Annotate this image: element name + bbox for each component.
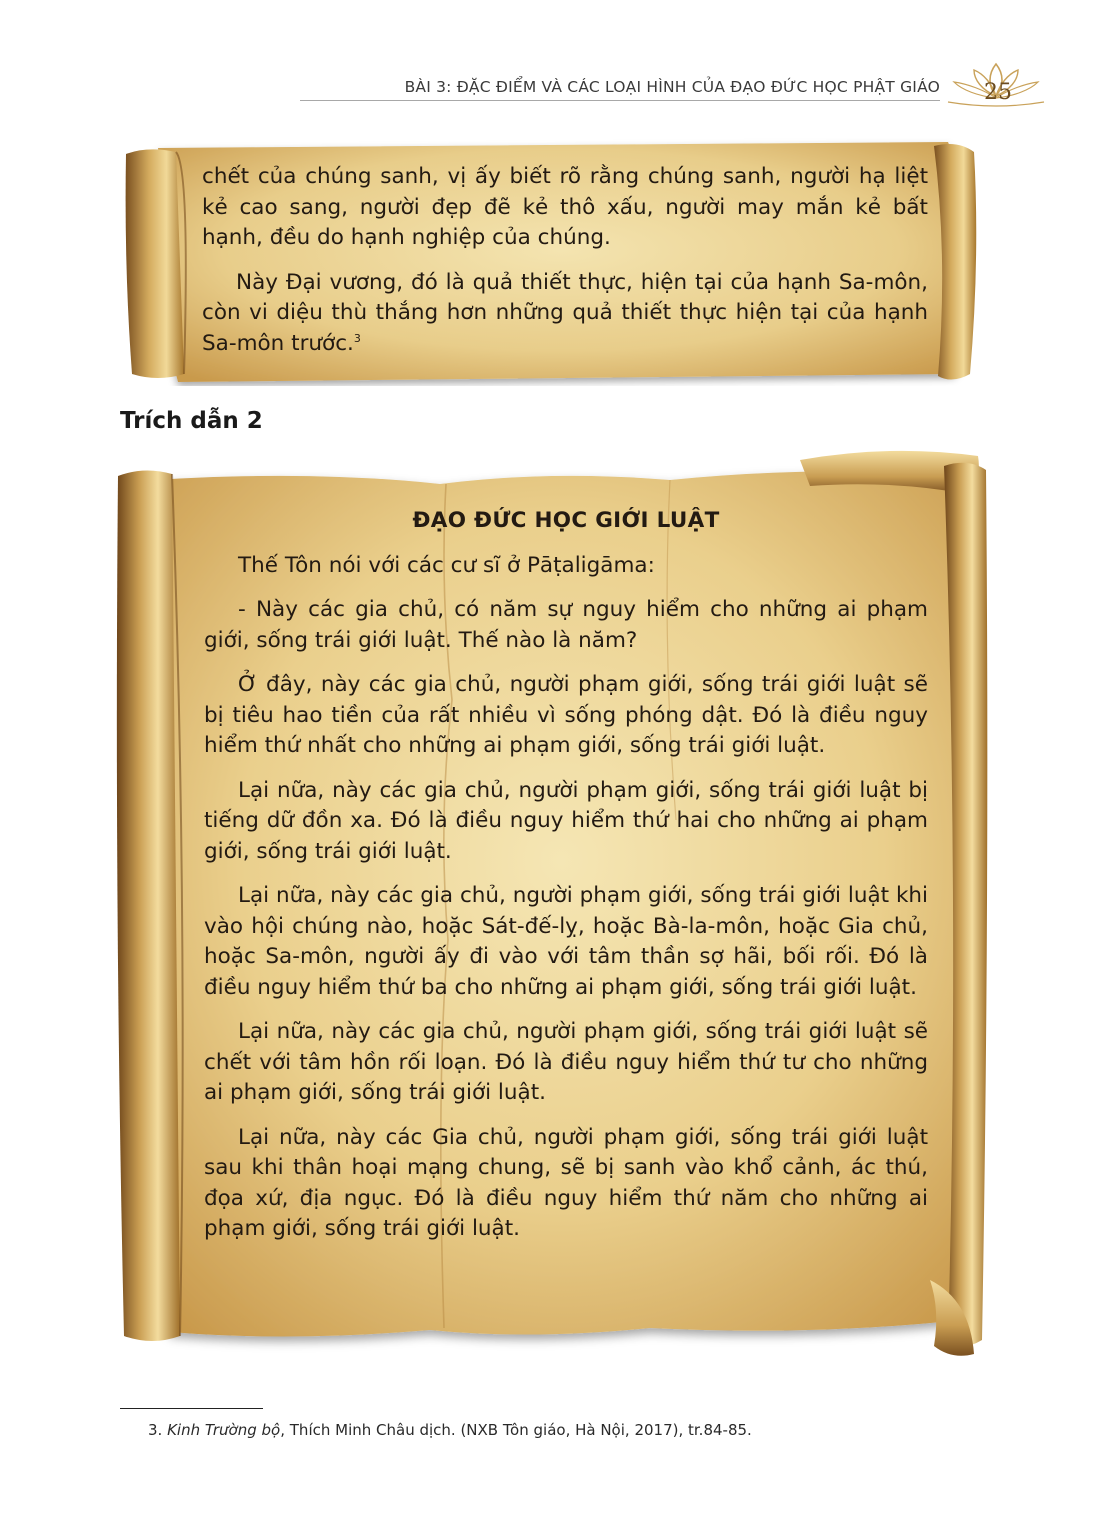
parchment-scroll-2 [110, 440, 990, 1362]
scroll-1-paragraph-2 [202, 268, 928, 360]
page-number: 25 [984, 80, 1012, 105]
scroll-2-paragraph-7: Lại nữa, này các Gia chủ, người phạm giới, sống trái giới luật sau khi thân hoại mạng chung, sẽ bị sanh vào khổ cảnh, ác thú, đọa xứ, địa ngục. Đó là điều nguy hiểm thứ năm cho những ai phạm giới, sống trái giới luật. [204, 1124, 928, 1241]
footnote-reference[interactable]: 3 [353, 331, 361, 345]
scroll-2-paragraph-1: Thế Tôn nói với các cư sĩ ở Pāṭaligāma: [238, 552, 655, 578]
scroll-2-paragraph-4: Lại nữa, này các gia chủ, người phạm giới, sống trái giới luật bị tiếng dữ đồn xa. Đó là điều nguy hiểm thứ hai cho những ai phạm giới, sống trái giới luật. [204, 777, 928, 864]
footnote-number: 3. [148, 1421, 163, 1439]
scroll-2-text [204, 506, 928, 1259]
footnote-rule [120, 1408, 263, 1409]
parchment-scroll-1 [118, 138, 980, 386]
scroll-2-paragraph-6: Lại nữa, này các gia chủ, người phạm giới, sống trái giới luật sẽ chết với tâm hồn rối loạn. Đó là điều nguy hiểm thứ tư cho những ai phạm giới, sống trái giới luật. [204, 1019, 928, 1105]
scroll-1-paragraph-1: chết của chúng sanh, vị ấy biết rõ rằng chúng sanh, người hạ liệt kẻ cao sang, người đẹp đẽ kẻ thô xấu, người may mắn kẻ bất hạnh, đều do hạnh nghiệp của chúng. [202, 164, 928, 250]
section-heading: Trích dẫn 2 [120, 408, 263, 434]
scroll-1-paragraph-2-text: Này Đại vương, đó là quả thiết thực, hiện tại của hạnh Sa-môn, còn vi diệu thù thắng hơn những quả thiết thực hiện tại của hạnh Sa-môn trước. [202, 269, 928, 356]
footnote [148, 1421, 752, 1439]
scroll-1-text [202, 162, 928, 373]
scroll-2-paragraph-3: Ở đây, này các gia chủ, người phạm giới, sống trái giới luật sẽ bị tiêu hao tiền của rất nhiều vì sống phóng dật. Đó là điều nguy hiểm thứ nhất cho những ai phạm giới, sống trái giới luật. [204, 672, 928, 758]
running-header-title: BÀI 3: ĐẶC ĐIỂM VÀ CÁC LOẠI HÌNH CỦA ĐẠO ĐỨC HỌC PHẬT GIÁO [404, 78, 940, 96]
scroll-2-title: ĐẠO ĐỨC HỌC GIỚI LUẬT [412, 508, 720, 533]
scroll-2-paragraph-2: - Này các gia chủ, có năm sự nguy hiểm cho những ai phạm giới, sống trái giới luật. Thế nào là năm? [204, 597, 928, 653]
footnote-citation: , Thích Minh Châu dịch. (NXB Tôn giáo, Hà Nội, 2017), tr.84-85. [280, 1421, 752, 1439]
scroll-2-paragraph-5: Lại nữa, này các gia chủ, người phạm giới, sống trái giới luật khi vào hội chúng nào, hoặc Sát-đế-lỵ, hoặc Bà-la-môn, hoặc Gia chủ, hoặc Sa-môn, người ấy đi vào với tâm thần sợ hãi, bối rối. Đó là điều nguy hiểm thứ ba cho những ai phạm giới, sống trái giới luật. [204, 883, 928, 1000]
header-rule [300, 100, 940, 101]
footnote-book-title: Kinh Trường bộ [167, 1421, 281, 1439]
